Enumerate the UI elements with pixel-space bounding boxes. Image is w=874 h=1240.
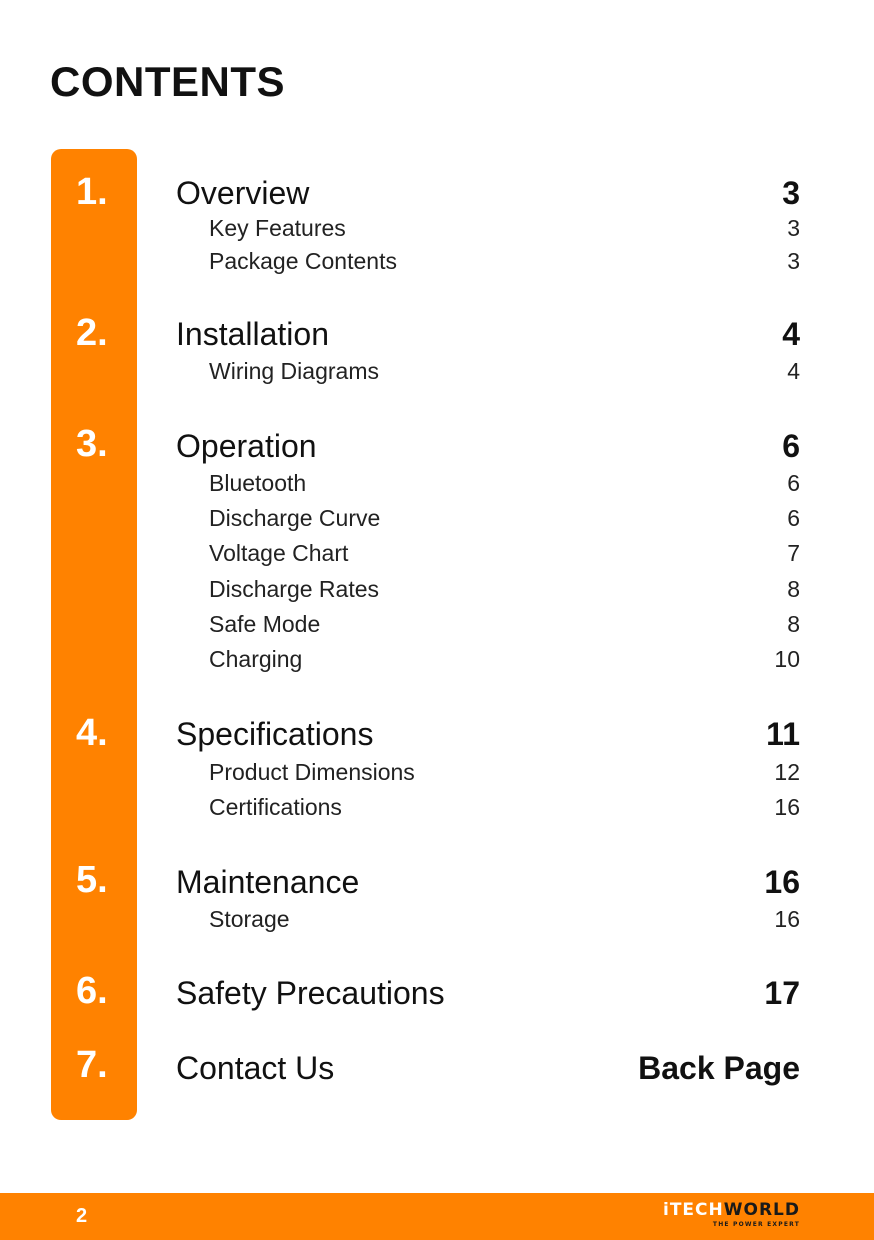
subsection-title-key-features[interactable]: Key Features	[209, 215, 346, 241]
subsection-page-storage: 16	[774, 906, 800, 932]
subsection-page-product-dimensions: 12	[774, 759, 800, 785]
subsection-page-discharge-curve: 6	[787, 505, 800, 531]
subsection-title-discharge-rates[interactable]: Discharge Rates	[209, 576, 380, 602]
section-number-4: 4.	[76, 712, 108, 754]
section-number-7: 7.	[76, 1044, 108, 1086]
section-page-specifications: 11	[766, 716, 800, 752]
page-title: CONTENTS	[50, 58, 285, 105]
section-page-overview: 3	[782, 175, 800, 211]
subsection-page-package-contents: 3	[787, 248, 800, 274]
logo-suffix: WORLD	[723, 1200, 800, 1220]
subsection-page-wiring-diagrams: 4	[787, 358, 800, 384]
subsection-title-discharge-curve[interactable]: Discharge Curve	[209, 505, 381, 531]
subsection-title-storage[interactable]: Storage	[209, 906, 290, 932]
section-page-contact-us: Back Page	[638, 1050, 800, 1086]
section-title-overview[interactable]: Overview	[176, 175, 310, 211]
footer-page-number: 2	[76, 1205, 88, 1227]
section-title-contact-us[interactable]: Contact Us	[176, 1050, 335, 1086]
section-page-installation: 4	[782, 316, 800, 352]
subsection-title-wiring-diagrams[interactable]: Wiring Diagrams	[209, 358, 379, 384]
logo-wordmark	[663, 1202, 800, 1219]
section-title-installation[interactable]: Installation	[176, 316, 329, 352]
section-number-5: 5.	[76, 859, 108, 901]
subsection-title-bluetooth[interactable]: Bluetooth	[209, 470, 307, 496]
subsection-title-charging[interactable]: Charging	[209, 646, 303, 672]
subsection-title-voltage-chart[interactable]: Voltage Chart	[209, 540, 349, 566]
section-number-2: 2.	[76, 312, 108, 354]
footer-bar	[0, 1193, 874, 1240]
section-number-1: 1.	[76, 171, 108, 213]
logo-prefix: iTECH	[663, 1200, 724, 1220]
section-number-3: 3.	[76, 423, 108, 465]
section-page-maintenance: 16	[764, 864, 800, 900]
section-number-6: 6.	[76, 970, 108, 1012]
section-page-operation: 6	[782, 428, 800, 464]
subsection-page-safe-mode: 8	[787, 611, 800, 637]
brand-logo	[663, 1202, 800, 1228]
section-page-safety-precautions: 17	[764, 975, 800, 1011]
subsection-title-certifications[interactable]: Certifications	[209, 794, 342, 820]
subsection-title-product-dimensions[interactable]: Product Dimensions	[209, 759, 415, 785]
subsection-title-safe-mode[interactable]: Safe Mode	[209, 611, 321, 637]
section-title-operation[interactable]: Operation	[176, 428, 317, 464]
subsection-title-package-contents[interactable]: Package Contents	[209, 248, 397, 274]
section-title-specifications[interactable]: Specifications	[176, 716, 374, 752]
subsection-page-key-features: 3	[787, 215, 800, 241]
section-title-safety-precautions[interactable]: Safety Precautions	[176, 975, 445, 1011]
section-title-maintenance[interactable]: Maintenance	[176, 864, 360, 900]
logo-tagline: THE POWER EXPERT	[712, 1221, 800, 1228]
subsection-page-discharge-rates: 8	[787, 576, 800, 602]
subsection-page-charging: 10	[774, 646, 800, 672]
subsection-page-certifications: 16	[774, 794, 800, 820]
subsection-page-bluetooth: 6	[787, 470, 800, 496]
subsection-page-voltage-chart: 7	[787, 540, 800, 566]
